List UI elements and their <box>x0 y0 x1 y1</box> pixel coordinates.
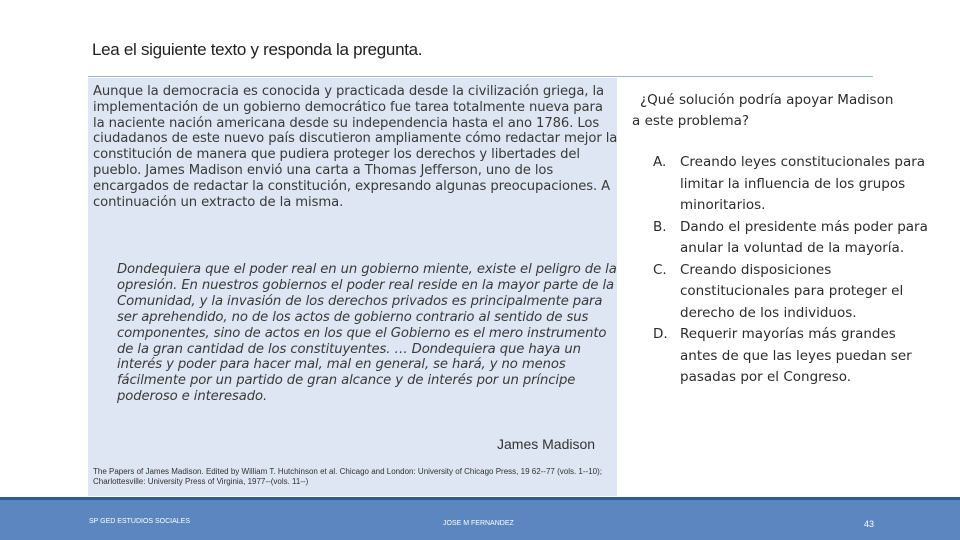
madison-quote: Dondequiera que el poder real en un gobierno miente, existe el peligro de la opresión. En nuestros gobiernos el poder real reside en la mayor parte de la Comunidad, y la invasión de los derechos privados es principalmente para ser aprehendido, no de los actos de gobierno contrario al sentido de sus componentes, sino de actos en los que el Gobierno es el mero instrumento de la gran cantidad de los constituyentes. … Dondequiera que haya un interés y poder para hacer mal, mal en general, se hará, y no menos fácilmente por un partido de gran alcance y de interés por un príncipe poderoso e interesado. <box>117 262 617 405</box>
question-prompt <box>632 90 932 132</box>
title-divider <box>88 76 873 77</box>
option-letter: D. <box>653 326 668 342</box>
footer-author-label: JOSE M FERNANDEZ <box>443 520 514 527</box>
source-citation: The Papers of James Madison. Edited by William T. Hutchinson et al. Chicago and London: University of Chicago Press, 19 62--77 (vols. 1--10); Charlottesville: University Press of Virginia, 1977--(vols. 11--) <box>93 467 602 486</box>
footer-course-label: SP GED ESTUDIOS SOCIALES <box>89 518 191 525</box>
option-text: Dando el presidente más poder para anular la voluntad de la mayoría. <box>680 218 928 256</box>
page-number: 43 <box>864 519 875 529</box>
option-text: Requerir mayorías más grandes antes de que las leyes puedan ser pasadas por el Congreso. <box>680 326 912 385</box>
answer-options <box>650 152 930 389</box>
quote-author: James Madison <box>497 436 596 452</box>
answer-option-a[interactable] <box>650 152 930 217</box>
option-text: Creando disposiciones constitucionales para proteger el derecho de los individuos. <box>680 261 904 321</box>
footer-bar-accent <box>0 497 960 500</box>
slide-title: Lea el siguiente texto y responda la pregunta. <box>92 40 423 59</box>
question-line-1: ¿Qué solución podría apoyar Madison <box>640 92 894 108</box>
question-line-2: a este problema? <box>632 113 750 129</box>
answer-option-c[interactable] <box>650 260 930 325</box>
answer-option-d[interactable] <box>650 324 930 389</box>
option-text: Creando leyes constitucionales para limitar la influencia de los grupos minoritarios. <box>680 154 926 213</box>
answer-option-b[interactable] <box>650 217 930 260</box>
passage-intro: Aunque la democracia es conocida y practicada desde la civilización griega, la implementación de un gobierno democrático fue tarea totalmente nueva para la naciente nación americana desde su independencia hasta el ano 1786. Los ciudadanos de este nuevo país discutieron ampliamente cómo redactar mejor la constitución de manera que pudiera proteger los derechos y libertades del pueblo. James Madison envió una carta a Thomas Jefferson, uno de los encargados de redactar la constitución, expresando algunas preocupaciones. A continuación un extracto de la misma. <box>93 84 618 210</box>
option-letter: A. <box>653 154 667 170</box>
option-letter: C. <box>653 261 667 278</box>
option-letter: B. <box>653 218 667 235</box>
